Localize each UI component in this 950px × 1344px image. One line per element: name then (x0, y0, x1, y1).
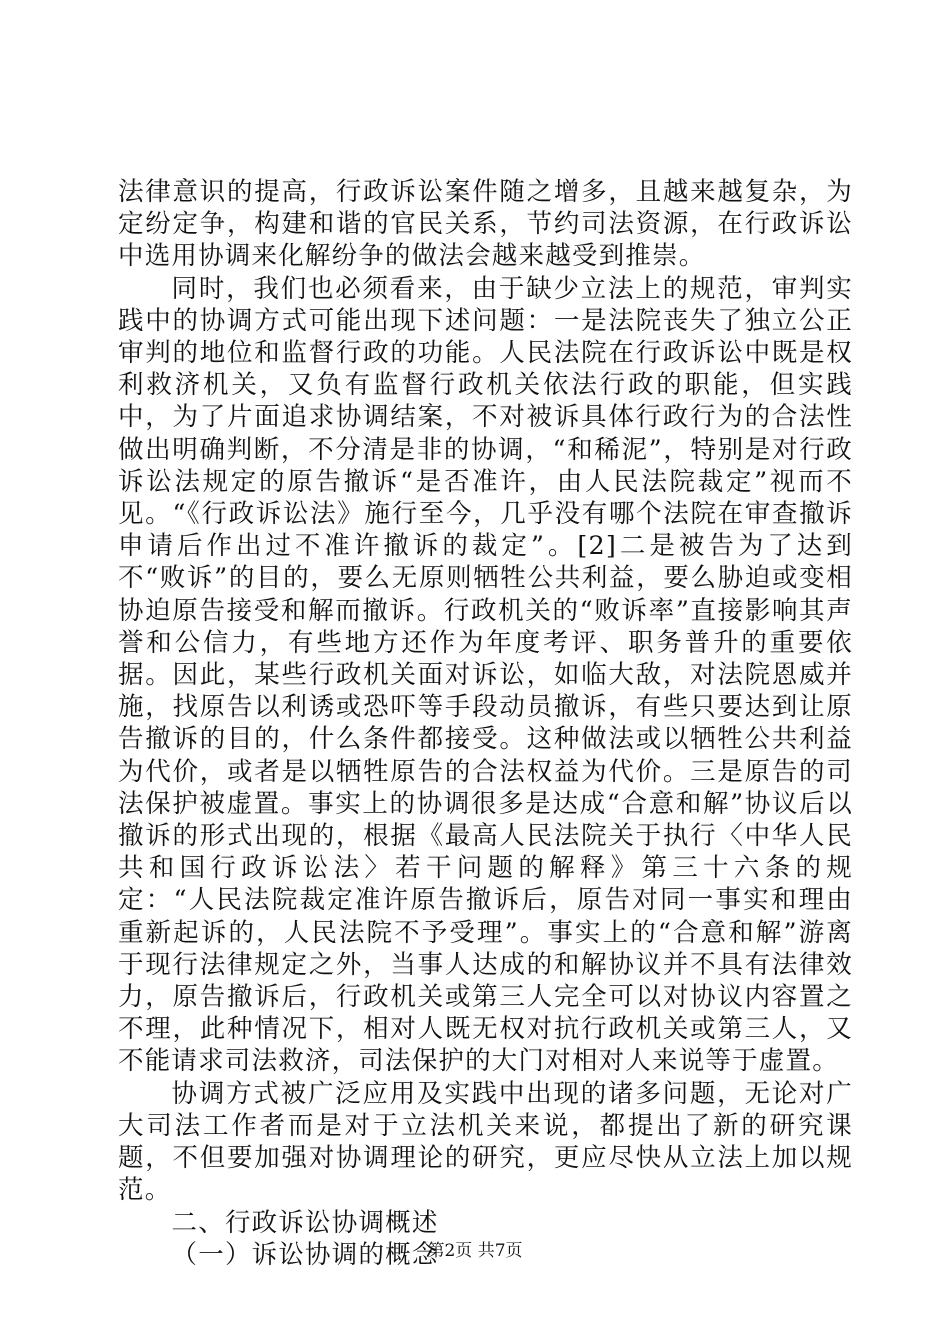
paragraph-problems: 同时，我们也必须看来，由于缺少立法上的规范，审判实践中的协调方式可能出现下述问题：一是法院丧失了独立公正审判的地位和监督行政的功能。人民法院在行政诉讼中既是权利救济机关，又负有监督行政机关依法行政的职能，但实践中，为了片面追求协调结案，不对被诉具体行政行为的合法性做出明确判断，不分清是非的协调，“和稀泥”，特别是对行政诉讼法规定的原告撤诉“是否准许，由人民法院裁定”视而不见。“《行政诉讼法》施行至今，几乎没有哪个法院在审查撤诉申请后作出过不准许撤诉的裁定”。[2]二是被告为了达到不“败诉”的目的，要么无原则牺牲公共利益，要么胁迫或变相协迫原告接受和解而撤诉。行政机关的“败诉率”直接影响其声誉和公信力，有些地方还作为年度考评、职务普升的重要依据。因此，某些行政机关面对诉讼，如临大敌，对法院恩威并施，找原告以利诱或恐吓等手段动员撤诉，有些只要达到让原告撤诉的目的，什么条件都接受。这种做法或以牺牲公共利益为代价，或者是以牺牲原告的合法权益为代价。三是原告的司法保护被虚置。事实上的协调很多是达成“合意和解”协议后以撤诉的形式出现的，根据《最高人民法院关于执行〈中华人民共和国行政诉讼法〉若干问题的解释》第三十六条的规定：“人民法院裁定准许原告撤诉后，原告对同一事实和理由重新起诉的，人民法院不予受理”。事实上的“合意和解”游离于现行法律规定之外，当事人达成的和解协议并不具有法律效力，原告撤诉后，行政机关或第三人完全可以对协议内容置之不理，此种情况下，相对人既无权对抗行政机关或第三人，又不能请求司法救济，司法保护的大门对相对人来说等于虚置。 (118, 273, 853, 1077)
page-number-footer: 第2页 共7页 (427, 1241, 523, 1261)
paragraph-continuation: 法律意识的提高，行政诉讼案件随之增多，且越来越复杂，为定纷定争，构建和谐的官民关系，节约司法资源，在行政诉讼中选用协调来化解纷争的做法会越来越受到推崇。 (118, 177, 853, 272)
section-heading: 二、行政诉讼协调概述 (171, 1207, 439, 1238)
paragraph-conclusion: 协调方式被广泛应用及实践中出现的诸多问题，无论对广大司法工作者而是对于立法机关来说，都提出了新的研究课题，不但要加强对协调理论的研究，更应尽快从立法上加以规范。 (118, 1078, 853, 1206)
subsection-heading: （一）诉讼协调的概念 (171, 1240, 439, 1270)
document-body (118, 176, 853, 1272)
